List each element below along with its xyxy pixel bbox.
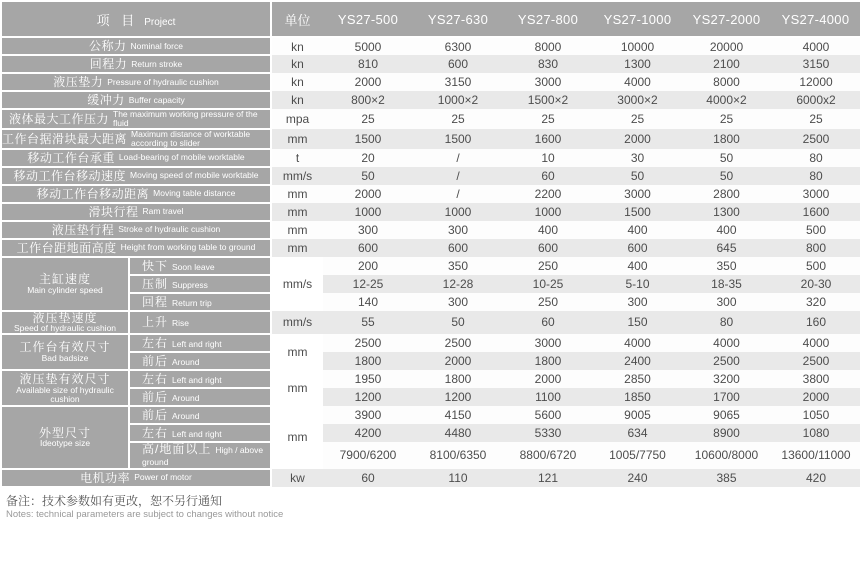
value-cell: 2000 [354, 75, 382, 89]
value-cell: 1300 [624, 57, 651, 71]
row-label-cell [1, 469, 271, 487]
value-cell: 320 [805, 294, 827, 309]
value-cell: 30 [630, 150, 645, 165]
value-cell: 1000 [534, 204, 562, 219]
value-cell: 4200 [354, 426, 382, 441]
unit-cell: mm [287, 240, 308, 255]
project-header-cell [1, 1, 271, 37]
subrow-label-cell [129, 370, 271, 388]
subrow-label-en: Left and right [172, 429, 222, 440]
row-label-cell [1, 149, 271, 167]
row-label-cell [1, 239, 271, 257]
row-label-zh: 移动工作台承重 [27, 150, 115, 165]
subrow-label-cell [129, 388, 271, 406]
footer-note-zh: 备注：技术参数如有更改，恕不另行通知 [6, 493, 223, 508]
row-label-zh: 工作台距地面高度 [16, 240, 117, 255]
value-cell: 800 [805, 240, 827, 255]
value-cell: 18-35 [711, 276, 742, 291]
unit-cell: mm [271, 370, 323, 406]
group-label-en: Bad badsize [41, 353, 89, 364]
value-cell: 1005/7750 [609, 448, 666, 463]
value-cell: 400 [716, 222, 737, 237]
group-label-en: Ideotype size [39, 438, 91, 449]
value-cell: 1050 [802, 408, 830, 423]
row-label-zh: 滑块行程 [88, 204, 139, 219]
value-cell: 4000 [624, 75, 651, 89]
subrow-label-cell [129, 424, 271, 442]
value-cell: 600 [447, 240, 469, 255]
unit-cell: kn [291, 93, 304, 107]
value-cell: / [456, 186, 460, 201]
model-header-cell: YS27-2000 [682, 1, 771, 37]
value-cell: 12000 [799, 75, 833, 89]
value-cell: 4000×2 [706, 93, 747, 107]
group-label-zh: 工作台有效尺寸 [19, 340, 111, 355]
value-cell: 3000 [624, 186, 651, 201]
value-cell: 50 [451, 315, 465, 330]
value-cell: 10-25 [532, 276, 564, 291]
value-cell: 80 [809, 150, 823, 165]
value-cell: 600 [627, 240, 648, 255]
subrow-label-zh: 左右 [142, 336, 169, 351]
table-row [1, 469, 860, 487]
value-cell: 5-10 [625, 276, 650, 291]
value-cell: 300 [357, 222, 379, 237]
table-row [1, 167, 860, 185]
value-cell: 2500 [713, 354, 740, 369]
table-row [1, 311, 860, 335]
value-cell: 25 [809, 111, 823, 126]
row-label-en: Stroke of hydraulic cushion [118, 224, 221, 235]
model-header-cell: YS27-630 [413, 1, 503, 37]
value-cell: 5000 [354, 39, 382, 54]
table-row [1, 352, 860, 370]
table-row [1, 55, 860, 73]
value-cell: 150 [627, 315, 648, 330]
value-cell: 2100 [713, 57, 740, 71]
subrow-label-cell [129, 257, 271, 275]
table-row [1, 109, 860, 129]
value-cell: 3000×2 [617, 93, 658, 107]
project-header-zh: 项 目 [96, 12, 139, 28]
unit-cell: mm [287, 204, 308, 219]
value-cell: 634 [627, 426, 648, 441]
value-cell: 3000 [534, 336, 562, 351]
value-cell: 4000 [802, 39, 830, 54]
table-row [1, 406, 860, 424]
value-cell: 500 [805, 258, 827, 273]
value-cell: 2000 [534, 372, 562, 387]
model-header-cell: YS27-1000 [593, 1, 682, 37]
value-cell: 9005 [624, 408, 651, 423]
value-cell: 1800 [534, 354, 562, 369]
value-cell: 4150 [444, 408, 472, 423]
row-label-cell [1, 37, 271, 55]
row-label-cell [1, 185, 271, 203]
table-row [1, 275, 860, 293]
row-label-cell [1, 55, 271, 73]
subrow-label-zh: 快下 [142, 258, 169, 273]
table-row [1, 239, 860, 257]
unit-cell: mm [287, 131, 308, 146]
value-cell: 50 [630, 168, 645, 183]
value-cell: 2500 [802, 354, 830, 369]
value-cell: 300 [716, 294, 737, 309]
value-cell: 2500 [444, 336, 472, 351]
subrow-label-en: Around [172, 411, 200, 422]
group-label-cell [1, 406, 129, 468]
value-cell: 385 [716, 470, 737, 485]
row-label-cell [1, 129, 271, 149]
group-label-cell [1, 257, 129, 311]
subrow-label-en: High / above ground [142, 445, 264, 468]
row-label-zh: 液体最大工作压力 [8, 111, 109, 126]
value-cell: 300 [447, 294, 469, 309]
value-cell: 25 [719, 111, 734, 126]
table-row [1, 424, 860, 442]
value-cell: 50 [361, 168, 375, 183]
row-label-zh: 液压垫力 [53, 74, 104, 89]
subrow-label-zh: 压制 [142, 276, 169, 291]
unit-cell: mm/s [282, 168, 313, 183]
value-cell: 1850 [624, 390, 651, 405]
subrow-label-cell [129, 352, 271, 370]
unit-cell: t [295, 150, 300, 165]
value-cell: / [456, 168, 460, 183]
row-label-en: Pressure of hydraulic cushion [107, 76, 219, 87]
table-row [1, 91, 860, 109]
row-label-zh: 公称力 [89, 38, 127, 53]
model-header-cell: YS27-4000 [771, 1, 860, 37]
value-cell: 400 [537, 222, 559, 237]
subrow-label-zh: 高/地面以上 [142, 442, 212, 457]
row-label-en: Power of motor [134, 472, 192, 483]
value-cell: 6000x2 [796, 93, 836, 107]
value-cell: 160 [805, 315, 827, 330]
table-row [1, 203, 860, 221]
table-row [1, 334, 860, 352]
unit-cell: mpa [285, 111, 310, 126]
value-cell: 1200 [444, 390, 472, 405]
table-row [1, 293, 860, 311]
table-row [1, 221, 860, 239]
value-cell: 80 [809, 168, 823, 183]
value-cell: 2500 [802, 131, 830, 146]
value-cell: 250 [537, 258, 559, 273]
subrow-label-zh: 回程 [142, 294, 169, 309]
subrow-label-en: Around [172, 393, 200, 404]
value-cell: 1800 [444, 372, 472, 387]
row-label-en: The maximum working pressure of the fluid [113, 109, 258, 128]
row-label-en: Buffer capacity [128, 94, 185, 105]
value-cell: 60 [541, 168, 555, 183]
value-cell: 2000 [354, 186, 382, 201]
value-cell: 1000 [354, 204, 382, 219]
group-label-en: Available size of hydraulic cushion [16, 384, 114, 404]
group-label-cell [1, 370, 129, 406]
value-cell: 5600 [534, 408, 562, 423]
table-row [1, 257, 860, 275]
value-cell: 13600/11000 [781, 448, 851, 463]
value-cell: 25 [541, 111, 555, 126]
value-cell: 1600 [534, 131, 562, 146]
value-cell: 800×2 [351, 93, 385, 107]
subrow-label-en: Soon leave [172, 261, 215, 272]
value-cell: 4480 [444, 426, 472, 441]
subrow-label-en: Left and right [172, 375, 222, 386]
row-label-en: Nominal force [130, 40, 183, 51]
row-label-cell [1, 203, 271, 221]
value-cell: 55 [361, 315, 375, 330]
value-cell: 3000 [534, 75, 562, 89]
value-cell: 2000 [624, 131, 651, 146]
value-cell: 1700 [713, 390, 740, 405]
value-cell: 2000 [802, 390, 830, 405]
table-row [1, 442, 860, 468]
value-cell: 121 [537, 470, 559, 485]
unit-cell: kn [291, 39, 304, 54]
subrow-label-zh: 前后 [142, 354, 169, 369]
value-cell: 4000 [802, 336, 830, 351]
row-label-en: Ram travel [142, 206, 184, 217]
value-cell: 1500×2 [527, 93, 569, 107]
value-cell: 4000 [624, 336, 651, 351]
subrow-label-zh: 上升 [142, 315, 169, 330]
value-cell: 8000 [713, 75, 740, 89]
subrow-label-cell [129, 311, 271, 335]
value-cell: 25 [451, 111, 465, 126]
row-label-en: Load-bearing of mobile worktable [118, 152, 245, 163]
value-cell: 8800/6720 [519, 448, 577, 463]
unit-cell: mm [287, 222, 308, 237]
footer-note [0, 488, 860, 521]
value-cell: 645 [716, 240, 737, 255]
value-cell: 7900/6200 [339, 448, 397, 463]
unit-cell: mm [287, 186, 308, 201]
subrow-label-zh: 前后 [142, 390, 169, 405]
unit-cell: kn [291, 75, 304, 89]
value-cell: 500 [805, 222, 827, 237]
value-cell: 80 [719, 315, 734, 330]
subrow-label-zh: 左右 [142, 426, 169, 441]
project-header-en: Project [144, 16, 176, 28]
value-cell: 140 [357, 294, 379, 309]
row-label-en: Height from working table to ground [120, 242, 256, 253]
unit-cell: mm/s [271, 257, 323, 311]
group-label-en: Speed of hydraulic cushion [13, 323, 117, 334]
value-cell: 10000 [620, 39, 655, 54]
value-cell: 830 [537, 57, 559, 71]
value-cell: 2800 [713, 186, 740, 201]
subrow-label-zh: 左右 [142, 372, 169, 387]
row-label-cell [1, 91, 271, 109]
unit-cell: mm/s [282, 315, 313, 330]
value-cell: 200 [357, 258, 379, 273]
table-row [1, 149, 860, 167]
value-cell: 420 [805, 470, 827, 485]
value-cell: 4000 [713, 336, 740, 351]
value-cell: 300 [447, 222, 469, 237]
model-header-cell: YS27-800 [503, 1, 593, 37]
value-cell: 1800 [713, 131, 740, 146]
subrow-label-cell [129, 293, 271, 311]
value-cell: 1500 [624, 204, 651, 219]
value-cell: 1300 [713, 204, 740, 219]
value-cell: 50 [719, 150, 734, 165]
value-cell: 6300 [444, 39, 472, 54]
row-label-zh: 液压垫行程 [51, 222, 115, 237]
value-cell: 400 [627, 222, 648, 237]
row-label-cell [1, 109, 271, 129]
value-cell: 10 [541, 150, 555, 165]
row-label-en: Moving speed of mobile worktable [130, 170, 259, 181]
value-cell: 8000 [534, 39, 562, 54]
row-label-zh: 电机功率 [80, 470, 131, 485]
subrow-label-cell [129, 406, 271, 424]
table-row [1, 73, 860, 91]
value-cell: 1800 [354, 354, 382, 369]
value-cell: 350 [716, 258, 737, 273]
value-cell: 600 [537, 240, 559, 255]
value-cell: 400 [627, 258, 648, 273]
value-cell: 1080 [802, 426, 830, 441]
table-row [1, 129, 860, 149]
group-label-zh: 液压垫有效尺寸 [19, 371, 111, 386]
subrow-label-en: Around [172, 357, 200, 368]
value-cell: 2000 [444, 354, 472, 369]
value-cell: 1600 [802, 204, 830, 219]
unit-cell: kw [290, 470, 305, 485]
subrow-label-cell [129, 334, 271, 352]
value-cell: 25 [630, 111, 645, 126]
subrow-label-en: Rise [172, 318, 190, 329]
value-cell: 20-30 [800, 276, 832, 291]
value-cell: 12-28 [442, 276, 474, 291]
subrow-label-cell [129, 442, 271, 468]
subrow-label-en: Suppress [172, 279, 208, 290]
value-cell: 3150 [444, 75, 472, 89]
group-label-en: Main cylinder speed [27, 284, 103, 295]
subrow-label-en: Return trip [172, 297, 212, 308]
unit-cell: kn [291, 57, 304, 71]
value-cell: 3000 [802, 186, 830, 201]
value-cell: 2850 [624, 372, 651, 387]
value-cell: 110 [448, 470, 468, 485]
value-cell: 1200 [354, 390, 382, 405]
table-row [1, 370, 860, 388]
value-cell: 1500 [354, 131, 382, 146]
value-cell: 1950 [354, 372, 382, 387]
value-cell: 12-25 [352, 276, 384, 291]
row-label-zh: 移动工作台移动距离 [36, 186, 150, 201]
value-cell: 10600/8000 [694, 448, 759, 463]
row-label-zh: 移动工作台移动速度 [13, 168, 126, 183]
value-cell: / [456, 150, 460, 165]
value-cell: 20 [361, 150, 375, 165]
row-label-cell [1, 73, 271, 91]
value-cell: 20000 [709, 39, 744, 54]
row-label-en: Moving table distance [153, 188, 236, 199]
row-label-cell [1, 221, 271, 239]
row-label-en: Maximum distance of worktable according to slider [131, 128, 251, 148]
subrow-label-cell [129, 275, 271, 293]
group-label-cell [1, 311, 129, 335]
value-cell: 3150 [802, 57, 830, 71]
group-label-zh: 主缸速度 [38, 271, 91, 286]
subrow-label-zh: 前后 [142, 408, 169, 423]
unit-cell: mm [271, 334, 323, 370]
value-cell: 1000 [444, 204, 472, 219]
value-cell: 50 [719, 168, 734, 183]
subrow-label-en: Left and right [172, 339, 222, 350]
value-cell: 300 [627, 294, 648, 309]
row-label-en: Return stroke [131, 58, 183, 69]
value-cell: 1500 [444, 131, 472, 146]
group-label-zh: 外型尺寸 [38, 425, 91, 440]
value-cell: 2500 [354, 336, 382, 351]
value-cell: 250 [537, 294, 559, 309]
value-cell: 350 [447, 258, 469, 273]
value-cell: 600 [357, 240, 379, 255]
value-cell: 1100 [535, 390, 561, 405]
table-header-row [1, 1, 860, 37]
value-cell: 3800 [802, 372, 830, 387]
group-label-zh: 液压垫速度 [32, 310, 98, 325]
table-row [1, 37, 860, 55]
value-cell: 8100/6350 [429, 448, 487, 463]
table-row [1, 388, 860, 406]
value-cell: 3200 [713, 372, 740, 387]
table-row [1, 185, 860, 203]
unit-header-cell: 单位 [271, 1, 323, 37]
row-label-zh: 缓冲力 [87, 92, 125, 107]
value-cell: 9065 [713, 408, 740, 423]
value-cell: 810 [357, 57, 379, 71]
unit-cell: mm [271, 406, 323, 468]
value-cell: 60 [361, 470, 375, 485]
footer-note-en: Notes: technical parameters are subject to changes without notice [6, 508, 284, 520]
model-header-cell: YS27-500 [323, 1, 413, 37]
value-cell: 8900 [713, 426, 740, 441]
value-cell: 2400 [624, 354, 651, 369]
value-cell: 2200 [534, 186, 562, 201]
value-cell: 600 [447, 57, 469, 71]
value-cell: 3900 [354, 408, 382, 423]
value-cell: 240 [627, 470, 648, 485]
value-cell: 60 [541, 315, 555, 330]
row-label-zh: 工作台据滑块最大距离 [2, 131, 128, 146]
row-label-zh: 回程力 [89, 56, 128, 71]
group-label-cell [1, 334, 129, 370]
value-cell: 1000×2 [437, 93, 479, 107]
value-cell: 25 [361, 111, 375, 126]
row-label-cell [1, 167, 271, 185]
value-cell: 5330 [534, 426, 562, 441]
